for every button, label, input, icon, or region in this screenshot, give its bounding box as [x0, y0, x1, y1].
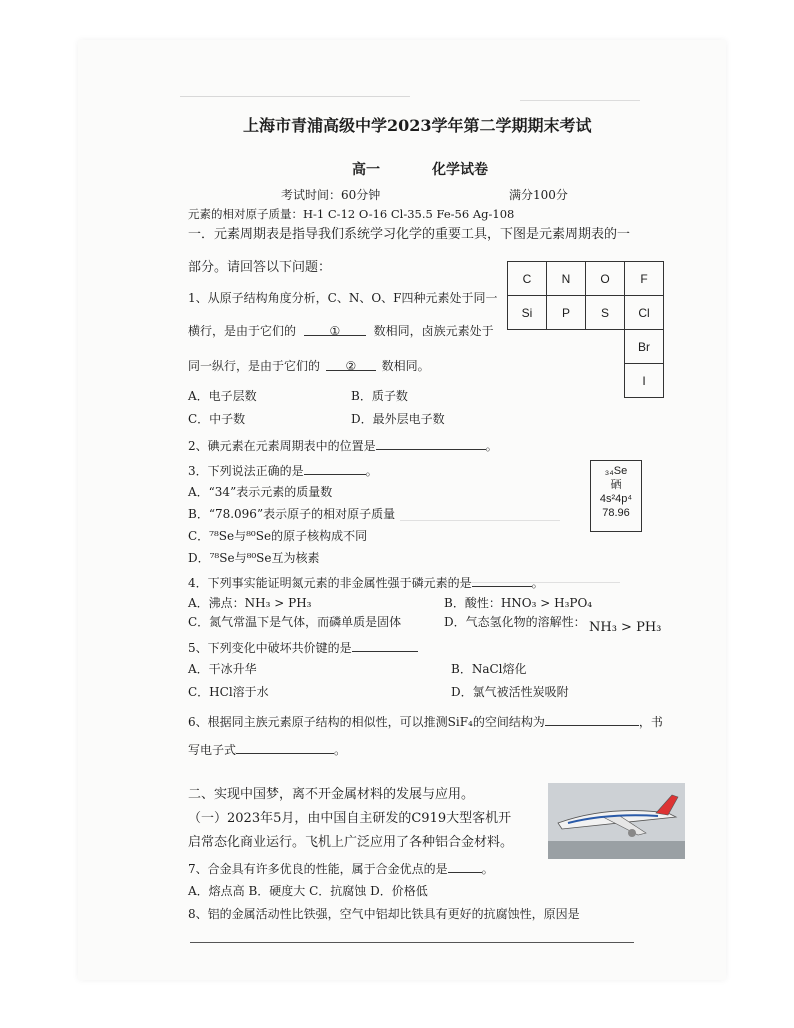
- q7-end: 。: [481, 862, 494, 876]
- q6-structure-blank[interactable]: [545, 713, 639, 726]
- q1-option-d: D．最外层电子数: [351, 412, 445, 426]
- element-cell: I: [625, 364, 664, 398]
- full-score: 满分100分: [509, 188, 568, 202]
- q6-end: 。: [334, 743, 347, 757]
- q2-answer-blank[interactable]: [376, 437, 486, 450]
- section2-passage-2: 启常态化商业运行。飞机上广泛应用了各种铝合金材料。: [188, 835, 514, 850]
- selenium-info-box: [590, 460, 642, 532]
- q8-answer-line[interactable]: [190, 942, 634, 943]
- q1-blank-1[interactable]: ①: [304, 323, 366, 336]
- q4-option-d-formula: NH₃ > PH₃: [589, 620, 662, 635]
- q3-option-c: C．⁷⁸Se与⁸⁰Se的原子核构成不同: [188, 529, 368, 543]
- q6-text: 6、根据同主族元素原子结构的相似性，可以推测SiF₄的空间结构为: [188, 715, 545, 729]
- q4-line: [188, 574, 544, 591]
- q5-answer-blank[interactable]: [352, 639, 418, 652]
- periodic-table-excerpt: [507, 261, 664, 398]
- q6-line2: [188, 741, 346, 758]
- element-cell: P: [547, 296, 586, 330]
- q2-line: [188, 437, 498, 454]
- q6-text-b: 写电子式: [188, 743, 237, 757]
- q1-blank-2[interactable]: ②: [326, 358, 376, 371]
- section2-intro: 二、实现中国梦，离不开金属材料的发展与应用。: [188, 787, 475, 802]
- q4-text: 4．下列事实能证明氮元素的非金属性强于磷元素的是: [188, 576, 472, 590]
- bleed-through-line: [520, 100, 640, 101]
- bleed-through-line: [400, 520, 560, 521]
- q7-answer-blank[interactable]: [448, 860, 482, 873]
- q4-option-a: A．沸点：NH₃ > PH₃: [188, 596, 312, 610]
- grade-label: 高一: [352, 162, 380, 178]
- q1-option-a: A．电子层数: [188, 389, 257, 403]
- q3-option-a: A．“34”表示元素的质量数: [188, 485, 333, 499]
- se-config: 4s²4p⁴: [599, 493, 633, 505]
- c919-aircraft-photo: [548, 783, 685, 859]
- element-cell: S: [586, 296, 625, 330]
- se-name: 硒: [610, 479, 622, 491]
- element-cell: Si: [508, 296, 547, 330]
- q1-option-b: B．质子数: [351, 389, 408, 403]
- q1-option-c: C．中子数: [188, 412, 246, 426]
- q7-line: [188, 860, 494, 877]
- element-cell: Br: [625, 330, 664, 364]
- airplane-icon: [548, 783, 685, 859]
- q5-option-d: D．氯气被活性炭吸附: [451, 685, 569, 699]
- q1-text-part: 数相同，卤族元素处于: [373, 324, 494, 338]
- q1-text-part: 横行，是由于它们的: [188, 324, 297, 338]
- atomic-masses: 元素的相对原子质量：H-1 C-12 O-16 Cl-35.5 Fe-56 Ag-108: [188, 207, 515, 221]
- q4-option-b: B．酸性：HNO₃ > H₃PO₄: [444, 596, 593, 610]
- q1-text: 1、从原子结构角度分析，C、N、O、F四种元素处于同一: [188, 291, 498, 305]
- q3-option-b: B．“78.096”表示原子的相对原子质量: [188, 507, 396, 521]
- bleed-through-line: [180, 96, 410, 97]
- element-cell: N: [547, 262, 586, 296]
- q4-answer-blank[interactable]: [472, 574, 532, 587]
- q1-text-part: 数相同。: [381, 359, 430, 373]
- q1-line2: [188, 323, 494, 339]
- q7-options: A．熔点高 B．硬度大 C．抗腐蚀 D．价格低: [188, 884, 428, 898]
- q2-end: 。: [485, 439, 498, 453]
- q3-option-d: D．⁷⁸Se与⁸⁰Se互为核素: [188, 551, 320, 565]
- q3-answer-blank[interactable]: [304, 462, 366, 475]
- element-cell: F: [625, 262, 664, 296]
- q5-option-c: C．HCl溶于水: [188, 685, 269, 699]
- se-mass: 78.96: [602, 507, 630, 519]
- q6-line1: [188, 713, 663, 730]
- exam-time: 考试时间：60分钟: [281, 188, 381, 202]
- q3-end: 。: [365, 464, 378, 478]
- q2-text: 2、碘元素在元素周期表中的位置是: [188, 439, 376, 453]
- q3-text: 3．下列说法正确的是: [188, 464, 304, 478]
- q6-text-cont: ，书: [638, 715, 663, 729]
- q1-text-part: 同一纵行，是由于它们的: [188, 359, 321, 373]
- q6-electron-formula-blank[interactable]: [236, 741, 334, 754]
- q5-text: 5、下列变化中破坏共价键的是: [188, 641, 352, 655]
- element-cell: O: [586, 262, 625, 296]
- section2-passage-1: （一）2023年5月，由中国自主研发的C919大型客机开: [188, 811, 512, 826]
- q1-line3: [188, 358, 430, 374]
- q8-text: 8、铝的金属活动性比铁强，空气中铝却比铁具有更好的抗腐蚀性，原因是: [188, 907, 580, 921]
- q5-option-b: B．NaCl熔化: [451, 662, 527, 676]
- q4-option-d: D．气态氢化物的溶解性：: [444, 615, 586, 629]
- q4-end: 。: [531, 576, 544, 590]
- se-symbol: ₃₄Se: [604, 465, 628, 477]
- q7-text: 7、合金具有许多优良的性能，属于合金优点的是: [188, 862, 448, 876]
- q5-line: [188, 639, 418, 656]
- section1-intro-cont: 部分。请回答以下问题：: [188, 260, 332, 275]
- element-cell: Cl: [625, 296, 664, 330]
- element-cell: C: [508, 262, 547, 296]
- q3-line: [188, 462, 378, 479]
- q4-option-c: C．氮气常温下是气体，而磷单质是固体: [188, 615, 402, 629]
- section1-intro: 一．元素周期表是指导我们系统学习化学的重要工具，下图是元素周期表的一: [188, 227, 631, 242]
- exam-title: 上海市青浦高级中学2023学年第二学期期末考试: [243, 116, 592, 135]
- paper-label: 化学试卷: [432, 162, 488, 178]
- q5-option-a: A．干冰升华: [188, 662, 257, 676]
